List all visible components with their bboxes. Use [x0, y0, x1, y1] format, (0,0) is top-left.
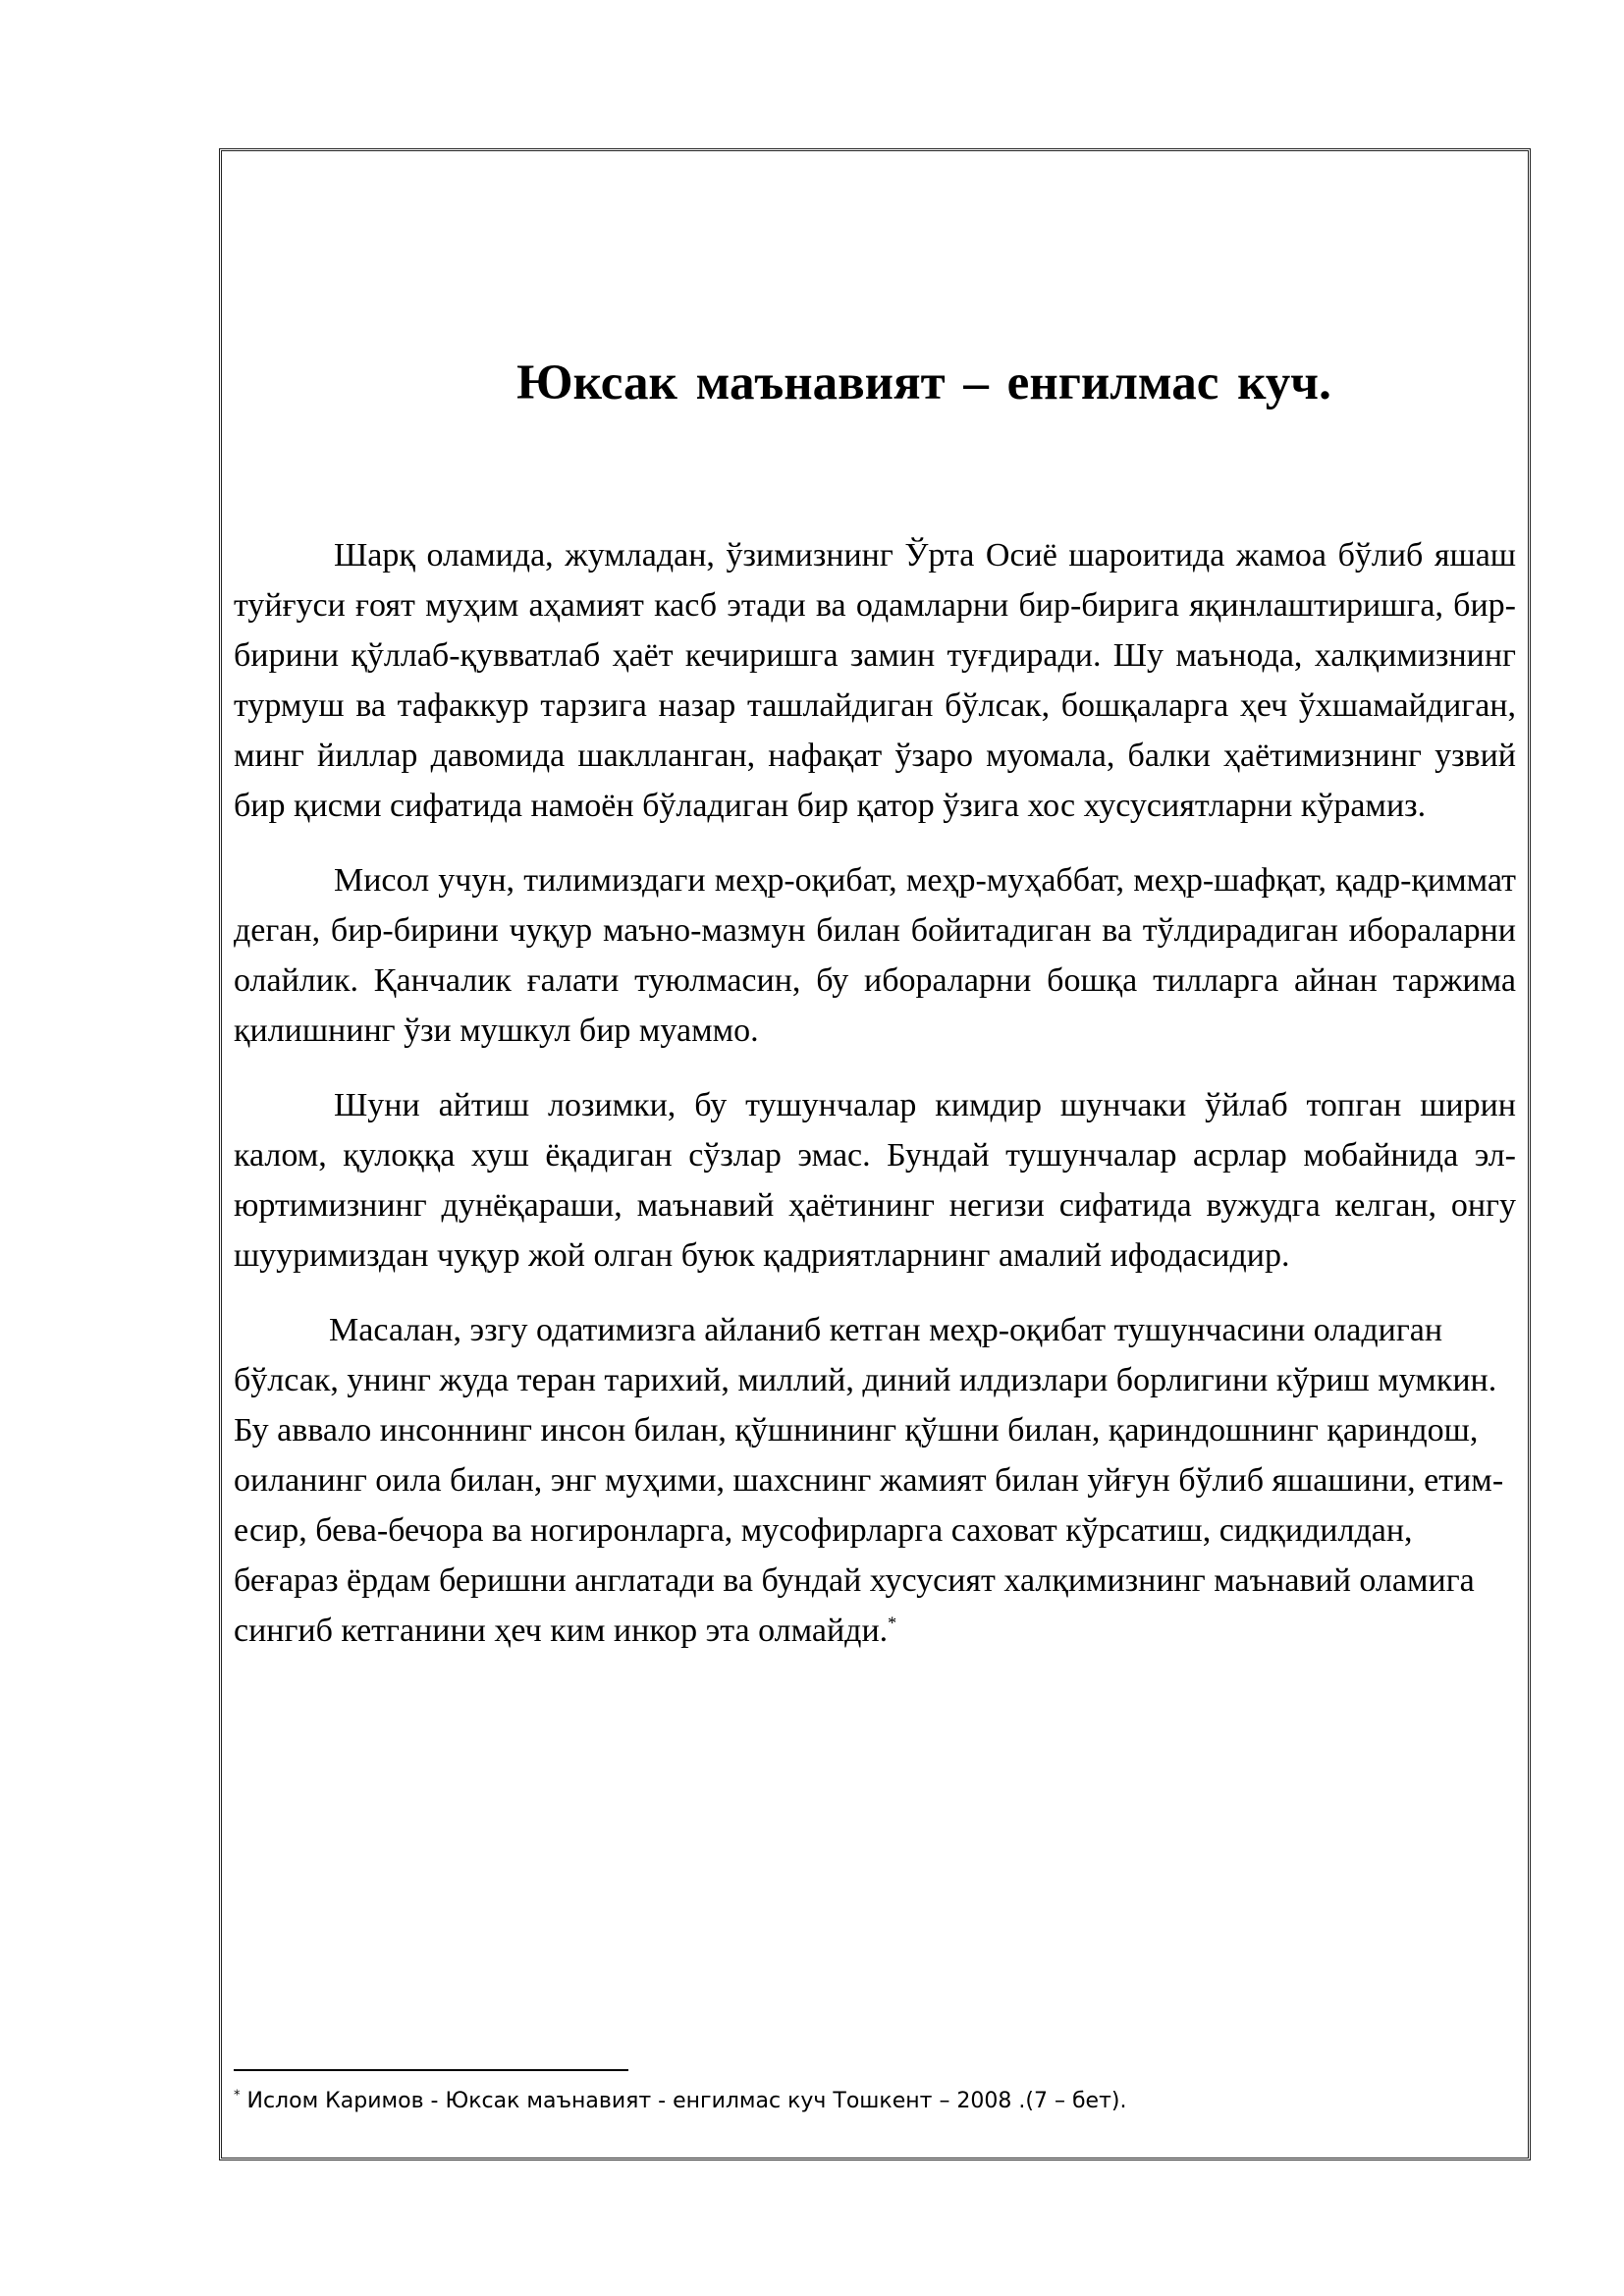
paragraph-3: Шуни айтиш лозимки, бу тушунчалар кимдир шунчаки ўйлаб топган ширин калом, қулоққа хуш ёқадиган сўзлар эмас. Бундай тушунчалар асрлар мобайнида эл-юртимизнинг дунёқараши, маънавий ҳаётининг негизи сифатида вужудга келган, онгу шууримиздан чуқур жой олган буюк қадриятларнинг амалий ифодасидир.	[234, 1087, 1516, 1274]
paragraph-4-text: Масалан, эзгу одатимизга айланиб кетган меҳр-оқибат тушунчасини оладиган бўлсак, унинг жуда теран тарихий, миллий, диний илдизлари борлигини кўриш мумкин. Бу аввало инсоннинг инсон билан, қўшнининг қўшни билан, қариндошнинг қариндош, оиланинг оила билан, энг муҳими, шахснинг жамият билан уйғун бўлиб яшашини, етим-есир, бева-бечора ва ногиронларга, мусофирларга саховат кўрсатиш, сидқидилдан, беғараз ёрдам беришни англатади ва бундай хусусият халқимизнинг маънавий оламига сингиб кетганини ҳеч ким инкор эта олмайди.	[234, 1312, 1504, 1649]
footnote-marker: *	[234, 2088, 241, 2104]
paragraph-4	[234, 1305, 1516, 1656]
footnote	[234, 2085, 1510, 2118]
paragraph-1: Шарқ оламида, жумладан, ўзимизнинг Ўрта Осиё шароитида жамоа бўлиб яшаш туйғуси ғоят муҳим аҳамият касб этади ва одамларни бир-бирига яқинлаштиришга, бир-бирини қўллаб-қувватлаб ҳаёт кечиришга замин туғдиради. Шу маънода, халқимизнинг турмуш ва тафаккур тарзига назар ташлайдиган бўлсак, бошқаларга ҳеч ўхшамайдиган, минг йиллар давомида шаклланган, нафақат ўзаро муомала, балки ҳаётимизнинг узвий бир қисми сифатида намоён бўладиган бир қатор ўзига хос хусусиятларни кўрамиз.	[234, 537, 1516, 824]
paragraph-2: Мисол учун, тилимиздаги меҳр-оқибат, меҳр-муҳаббат, меҳр-шафқат, қадр-қиммат деган, бир-бирини чуқур маъно-мазмун билан бойитадиган ва тўлдирадиган ибораларни олайлик. Қанчалик ғалати туюлмасин, бу ибораларни бошқа тилларга айнан таржима қилишнинг ўзи мушкул бир муаммо.	[234, 862, 1516, 1049]
footnote-text: Ислом Каримов - Юксак маънавият - енгилмас куч Тошкент – 2008 .(7 – бет).	[240, 2089, 1127, 2113]
document-body	[234, 530, 1516, 1680]
footnote-separator	[234, 2069, 628, 2071]
footnote-reference-marker: *	[888, 1613, 897, 1633]
page-title: Юксак маънавият – енгилмас куч.	[516, 355, 1331, 410]
